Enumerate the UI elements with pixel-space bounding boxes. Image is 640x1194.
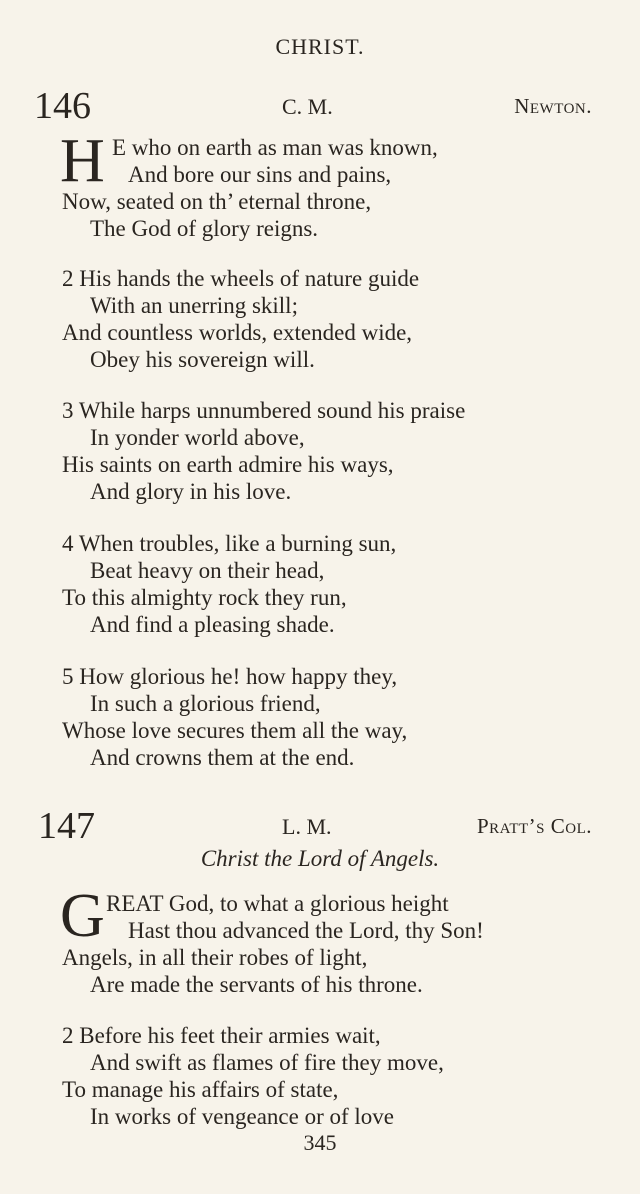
verse-line: And find a pleasing shade. <box>90 612 335 637</box>
drop-cap: H <box>60 127 105 195</box>
hymn-147-heading <box>0 806 640 846</box>
verse-line: To this almighty rock they run, <box>62 585 347 610</box>
page-header: CHRIST. <box>275 34 365 59</box>
verse-line: And crowns them at the end. <box>90 745 355 770</box>
verse-line: The God of glory reigns. <box>90 216 319 241</box>
hymn-147-stanza-2 <box>62 1022 622 1130</box>
verse-line: To manage his affairs of state, <box>62 1077 339 1102</box>
hymn-146-stanza-4 <box>62 530 622 638</box>
page-number: 345 <box>303 1130 337 1155</box>
verse-line: Are made the servants of his throne. <box>90 972 423 997</box>
verse-line: Now, seated on th’ eternal throne, <box>62 189 372 214</box>
verse-line: And bore our sins and pains, <box>128 162 392 187</box>
verse-line: 3 While harps unnumbered sound his praise <box>62 398 466 423</box>
verse-line: In works of vengeance or of love <box>90 1104 394 1129</box>
drop-cap: G <box>60 882 105 950</box>
verse-line: REAT God, to what a glorious height <box>106 891 449 916</box>
hymn-146-stanza-3 <box>62 397 622 505</box>
verse-line: 2 Before his feet their armies wait, <box>62 1023 381 1048</box>
verse-line: 4 When troubles, like a burning sun, <box>62 531 397 556</box>
verse-line: Angels, in all their robes of light, <box>62 945 368 970</box>
verse-line: In yonder world above, <box>90 425 305 450</box>
verse-line: Obey his sovereign will. <box>90 347 315 372</box>
hymn-subtitle: Christ the Lord of Angels. <box>200 846 440 871</box>
hymn-tune: Newton. <box>514 94 592 118</box>
verse-line: With an unerring skill; <box>90 293 298 318</box>
hymn-147-stanza-1 <box>60 882 622 998</box>
verse-line: In such a glorious friend, <box>90 691 321 716</box>
hymn-meter: L. M. <box>282 814 332 839</box>
verse-line: Hast thou advanced the Lord, thy Son! <box>128 918 484 943</box>
verse-line: 5 How glorious he! how happy they, <box>62 664 398 689</box>
hymn-number: 146 <box>34 85 91 127</box>
hymn-meter: C. M. <box>282 94 333 119</box>
verse-line: E who on earth as man was known, <box>112 135 438 160</box>
hymn-146-stanza-1 <box>60 127 622 242</box>
hymn-146-stanza-5 <box>62 663 622 771</box>
verse-line: Beat heavy on their head, <box>90 558 325 583</box>
verse-line: 2 His hands the wheels of nature guide <box>62 266 420 291</box>
verse-line: And swift as flames of fire they move, <box>90 1050 444 1075</box>
verse-line: And countless worlds, extended wide, <box>62 320 413 345</box>
hymn-number: 147 <box>38 805 95 847</box>
verse-line: His saints on earth admire his ways, <box>62 452 394 477</box>
hymn-146-heading <box>0 86 640 126</box>
verse-line: Whose love secures them all the way, <box>62 718 408 743</box>
hymn-tune: Pratt’s Col. <box>476 814 592 838</box>
verse-line: And glory in his love. <box>90 479 292 504</box>
hymn-146-stanza-2 <box>62 265 622 373</box>
